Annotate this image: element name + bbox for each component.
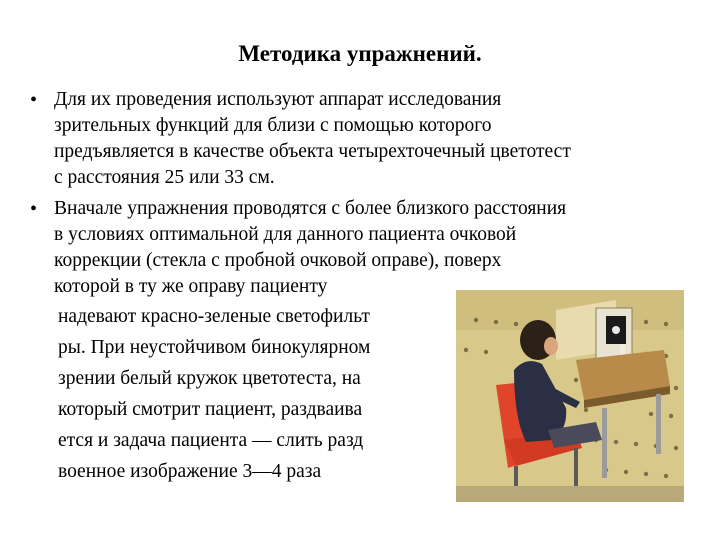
bullet-1-line-3: предъявляется в качестве объекта четырехточечный цветотест [54, 141, 571, 162]
patient-photo [456, 290, 684, 502]
bullet-2-line-5: надевают красно-зеленые светофильт [58, 306, 370, 327]
bullet-1-line-4: с расстояния 25 или 33 см. [54, 167, 275, 188]
bullet-marker: • [30, 89, 38, 111]
bullet-2-line-4: которой в ту же оправу пациенту [54, 276, 328, 297]
bullet-2-line-10: военное изображение 3—4 раза [58, 461, 322, 482]
bullet-1-line-1: Для их проведения используют аппарат исследования [54, 89, 502, 110]
bullet-2-line-7: зрении белый кружок цветотеста, на [58, 368, 361, 389]
bullet-marker: • [30, 198, 38, 220]
bullet-2-line-3: коррекции (стекла с пробной очковой оправе), поверх [54, 250, 502, 271]
bullet-2-line-9: ется и задача пациента — слить разд [58, 430, 364, 451]
bullet-2-line-2: в условиях оптимальной для данного пациента очковой [54, 224, 517, 245]
bullet-1-line-2: зрительных функций для близи с помощью которого [54, 115, 492, 136]
bullet-2-line-1: Вначале упражнения проводятся с более близкого расстояния [54, 198, 567, 219]
bullet-2-line-8: который смотрит пациент, раздваива [58, 399, 363, 420]
bullet-2-line-6: ры. При неустойчивом бинокулярном [58, 337, 371, 358]
slide-title: Методика упражнений. [238, 41, 482, 66]
